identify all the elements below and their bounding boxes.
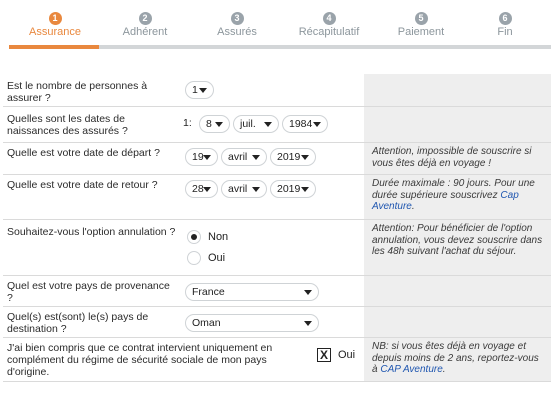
control-origin [181,276,364,306]
cap-aventure-link-2[interactable]: CAP Aventure [380,364,443,375]
chevron-down-icon [304,290,312,295]
row-destination [3,307,551,338]
question-origin: Quel est votre pays de provenance ? [7,280,170,304]
step-assures[interactable] [191,12,283,52]
chevron-down-icon [301,155,309,160]
step-label: Adhérent [122,26,168,38]
departure-year-value: 2019 [277,151,301,163]
question-persons: Est le nombre de personnes à assurer ? [7,80,148,104]
radio-non[interactable] [187,230,201,244]
origin-value: France [192,286,225,298]
step-assurance[interactable] [9,12,101,52]
birth-month-value: juil. [240,118,256,130]
departure-year-select[interactable] [270,148,316,166]
step-number-icon: 5 [415,12,428,25]
return-month-value: avril [228,183,248,195]
return-day-select[interactable] [185,180,218,198]
question-birth: Quelles sont les dates de naissances des assurés ? [7,113,128,137]
note-agreement-text: NB: si vous êtes déjà en voyage et depuis moins de 2 ans, reportez-vous à [372,341,539,375]
chevron-down-icon [203,155,211,160]
chevron-down-icon [313,122,321,127]
step-bar [9,45,101,49]
insurance-form [3,74,551,382]
step-number-icon: 4 [323,12,336,25]
control-cancellation [181,220,364,275]
control-destination [181,307,364,337]
return-year-value: 2019 [277,183,301,195]
note-agreement-end: . [442,364,446,375]
birth-day-value: 8 [206,118,212,130]
departure-day-select[interactable] [185,148,218,166]
control-departure [181,143,364,174]
birth-index: 1: [183,117,192,129]
chevron-down-icon [264,122,272,127]
control-return [181,175,364,219]
note-return [364,175,551,219]
step-label: Fin [497,26,513,38]
step-bar [459,45,551,49]
return-day-value: 28 [192,183,204,195]
birth-year-value: 1984 [289,118,313,130]
note-return-end: . [411,201,415,212]
step-fin[interactable] [459,12,551,52]
step-bar [283,45,375,49]
step-number-icon: 6 [499,12,512,25]
step-label: Assurés [217,26,257,38]
note-departure: Attention, impossible de souscrire si vous êtes déjà en voyage ! [364,143,551,174]
radio-oui-label[interactable]: Oui [208,252,226,264]
chevron-down-icon [304,321,312,326]
birth-day-select[interactable] [199,115,230,133]
chevron-down-icon [203,187,211,192]
question-departure: Quelle est votre date de départ ? [7,147,160,159]
step-bar [375,45,467,49]
departure-month-select[interactable] [221,148,267,166]
row-return [3,175,551,220]
chevron-down-icon [199,88,207,93]
birth-month-select[interactable] [233,115,279,133]
step-label: Récapitulatif [298,26,360,38]
note-return-text: Durée maximale : 90 jours. Pour une durée supérieure souscrivez [372,178,535,201]
destination-country-select[interactable] [185,314,319,332]
departure-day-value: 19 [192,151,204,163]
question-agreement: J'ai bien compris que ce contrat intervient uniquement en complément du régime de sécurité sociale de mon pays d'origine. [7,342,273,378]
radio-non-label[interactable]: Non [208,231,229,243]
note-birth [364,107,551,142]
note-persons [364,74,551,106]
control-agreement [181,338,364,381]
row-cancellation [3,220,551,276]
progress-stepper [0,0,559,56]
agreement-checkbox[interactable]: X [317,348,331,362]
persons-select[interactable] [185,81,214,99]
chevron-down-icon [301,187,309,192]
step-paiement[interactable] [375,12,467,52]
question-destination: Quel(s) est(sont) le(s) pays de destination ? [7,311,149,335]
chevron-down-icon [252,187,260,192]
origin-country-select[interactable] [185,283,319,301]
note-cancellation: Attention: Pour bénéficier de l'option annulation, vous devez souscrire dans les 48h suivant l'achat du séjour. [364,220,551,275]
step-label: Paiement [397,26,445,38]
destination-value: Oman [192,317,221,329]
chevron-down-icon [252,155,260,160]
step-number-icon: 1 [49,12,62,25]
radio-oui[interactable] [187,251,201,265]
birth-year-select[interactable] [282,115,328,133]
chevron-down-icon [215,122,223,127]
step-number-icon: 2 [139,12,152,25]
row-origin [3,276,551,307]
note-origin [364,276,551,306]
persons-value: 1 [192,84,198,96]
question-cancellation: Souhaitez-vous l'option annulation ? [7,226,176,238]
row-departure [3,143,551,175]
step-bar [191,45,283,49]
control-birth [181,107,364,142]
control-persons [181,74,364,106]
row-persons [3,74,551,107]
question-return: Quelle est votre date de retour ? [7,179,158,191]
return-year-select[interactable] [270,180,316,198]
step-adherent[interactable] [99,12,191,52]
note-destination [364,307,551,337]
step-label: Assurance [29,26,81,38]
step-bar [99,45,191,49]
step-number-icon: 3 [231,12,244,25]
return-month-select[interactable] [221,180,267,198]
agreement-checkbox-label[interactable]: Oui [338,349,356,361]
cap-aventure-link[interactable]: Cap Aventure [372,189,519,212]
row-agreement [3,338,551,382]
departure-month-value: avril [228,151,248,163]
note-agreement [364,338,551,381]
step-recapitulatif[interactable] [283,12,375,52]
row-birth [3,107,551,143]
